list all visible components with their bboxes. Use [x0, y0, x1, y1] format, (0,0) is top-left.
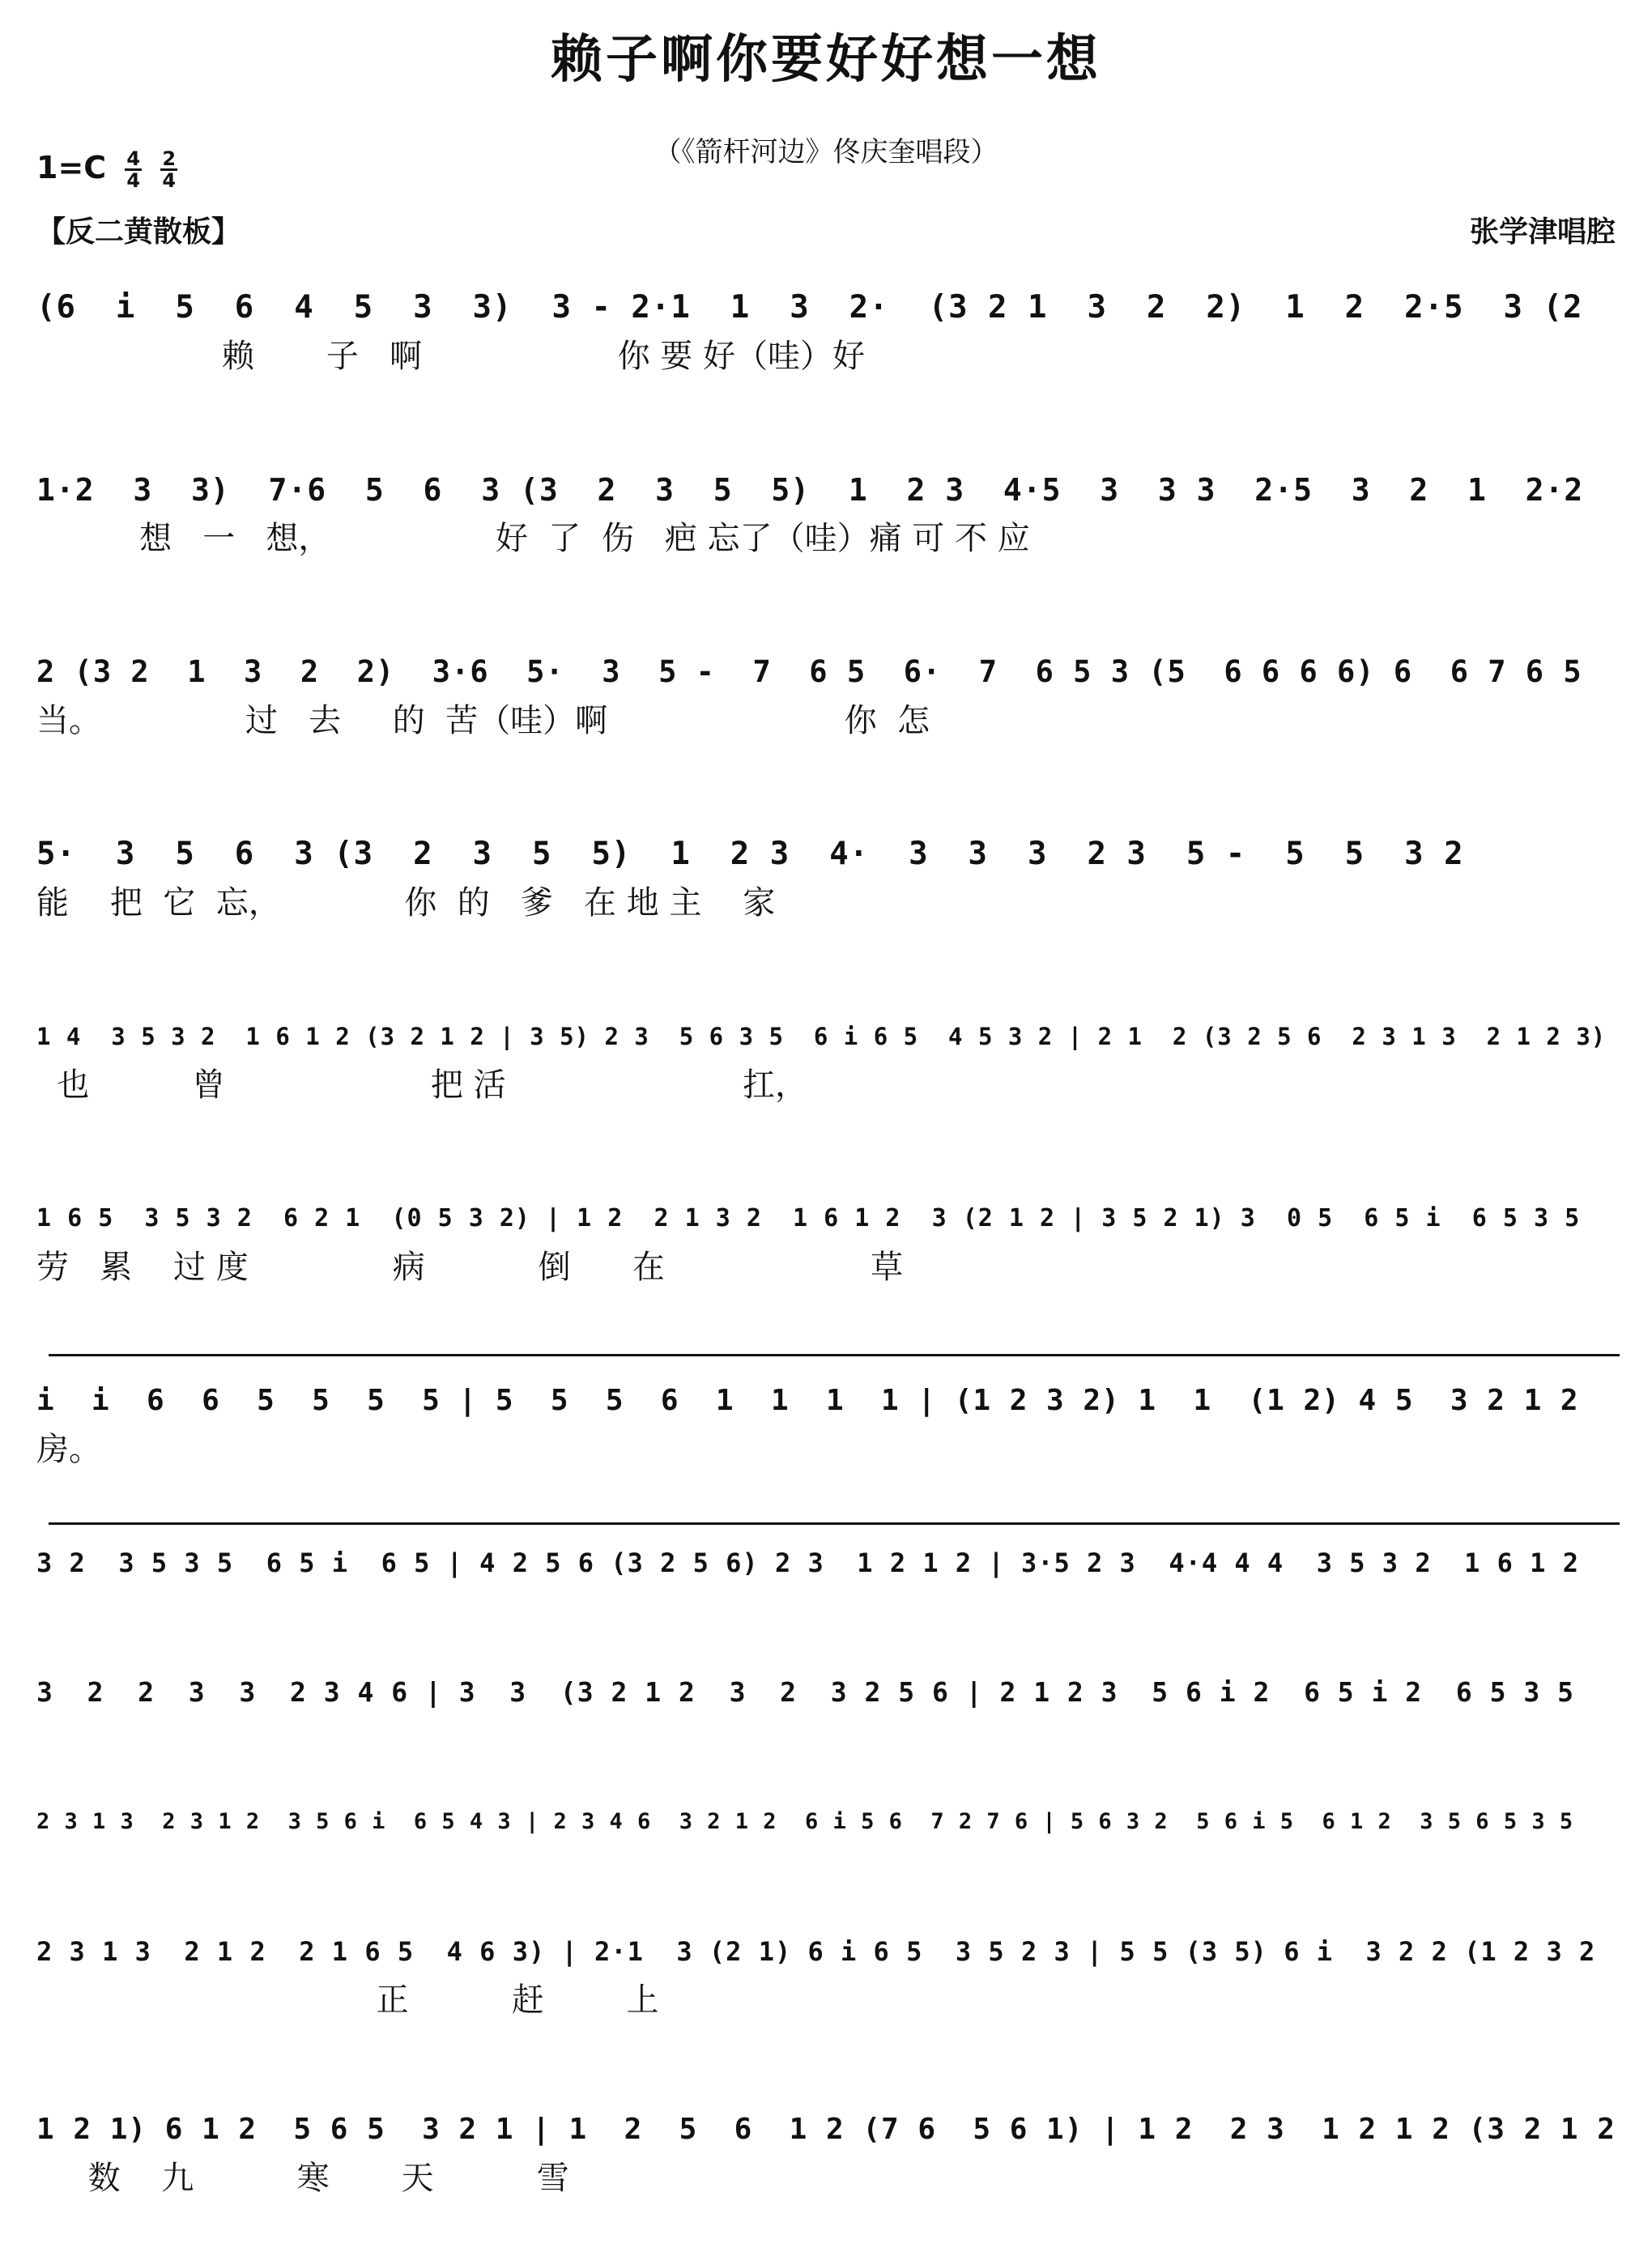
lyric-line: 房。: [36, 1431, 101, 1468]
notation-line: 2 3 1 3 2 1 2 2 1 6 5 4 6 3) | 2·1 3 (2 1) 6 i 6 5 3 5 2 3 | 5 5 (3 5) 6 i 3 2 2 (1 2 3 2: [36, 1936, 1596, 1967]
lyric-line: [36, 1717, 1616, 1765]
slur-line: [49, 1354, 1620, 1356]
notation-line: 2 3 1 3 2 3 1 2 3 5 6 i 6 5 4 3 | 2 3 4 6 3 2 1 2 6 i 5 6 7 2 7 6 | 5 6 3 2 5 6 i 5 6 1 2 3 5 6 5 3 5: [36, 1809, 1574, 1834]
notation-line: 1 4 3 5 3 2 1 6 1 2 (3 2 1 2 | 3 5) 2 3 5 6 3 5 6 i 6 5 4 5 3 2 | 2 1 2 (3 2 5 6 2 3 1 3 2 1 2 3): [36, 1023, 1607, 1050]
notation-line: 1 6 5 3 5 3 2 6 2 1 (0 5 3 2) | 1 2 2 1 3 2 1 6 1 2 3 (2 1 2 | 3 5 2 1) 3 0 5 6 5 i 6 5 3 5: [36, 1204, 1581, 1232]
time-signature-2: $\frac{2}{4}$: [162, 147, 177, 192]
score-subtitle: （《箭杆河边》佟庆奎唱段）: [654, 136, 998, 168]
lyric-line: 也 曾 把 活 扛，: [36, 1066, 808, 1104]
notation-line: 5· 3 5 6 3 (3 2 3 5 5) 1 2 3 4· 3 3 3 2 3 5 - 5 5 3 2: [36, 836, 1464, 872]
slur-line: [49, 1522, 1620, 1525]
lyric-line: 能 把 它 忘， 你 的 爹 在 地 主 家: [36, 884, 776, 922]
lyric-line: 数 九 寒 天 雪: [36, 2160, 569, 2197]
lyric-line: 劳 累 过 度 病 倒 在 草: [36, 1249, 904, 1286]
tempo-mark: 【反二黄散板】: [36, 215, 241, 249]
notation-line: 1 2 1) 6 1 2 5 6 5 3 2 1 | 1 2 5 6 1 2 (7 6 5 6 1) | 1 2 2 3 1 2 1 2 (3 2 1 2: [36, 2113, 1616, 2146]
lyric-line: 赖 子 啊 你 要 好（哇）好: [36, 338, 866, 375]
notation-line: 2 (3 2 1 3 2 2) 3·6 5· 3 5 - 7 6 5 6· 7 6 5 3 (5 6 6 6 6) 6 6 7 6 5: [36, 654, 1582, 689]
lyric-line: 想 一 想， 好 了 伤 疤 忘了（哇）痛 可 不 应: [36, 520, 1030, 557]
lyric-line: 正 赶 上: [36, 1982, 659, 2019]
notation-line: i i 6 6 5 5 5 5 | 5 5 5 6 1 1 1 1 | (1 2 3 2) 1 1 (1 2) 4 5 3 2 1 2: [36, 1384, 1579, 1417]
notation-line: 3 2 2 3 3 2 3 4 6 | 3 3 (3 2 1 2 3 2 3 2 5 6 | 2 1 2 3 5 6 i 2 6 5 i 2 6 5 3 5: [36, 1676, 1574, 1708]
key-label: 1=C: [36, 150, 107, 185]
lyric-line: [36, 1587, 1616, 1636]
lyric-line: 当。 过 去 的 苦（哇）啊 你 怎: [36, 702, 930, 739]
author-credit: 张学津唱腔: [1469, 215, 1616, 249]
time-signature-1: $\frac{4}{4}$: [126, 147, 141, 192]
lyric-line: [36, 1846, 1616, 1895]
notation-line: 3 2 3 5 3 5 6 5 i 6 5 | 4 2 5 6 (3 2 5 6) 2 3 1 2 1 2 | 3·5 2 3 4·4 4 4 3 5 3 2 1 6 1 2: [36, 1547, 1579, 1578]
notation-line: (6 i 5 6 4 5 3 3) 3 - 2·1 1 3 2· (3 2 1 3 2 2) 1 2 2·5 3 (2: [36, 289, 1583, 326]
notation-line: 1·2 3 3) 7·6 5 6 3 (3 2 3 5 5) 1 2 3 4·5 3 3 3 2·5 3 2 1 2·2: [36, 472, 1584, 508]
score-title: 赖子啊你要好好想一想: [551, 29, 1101, 90]
key-signature: [36, 149, 177, 190]
